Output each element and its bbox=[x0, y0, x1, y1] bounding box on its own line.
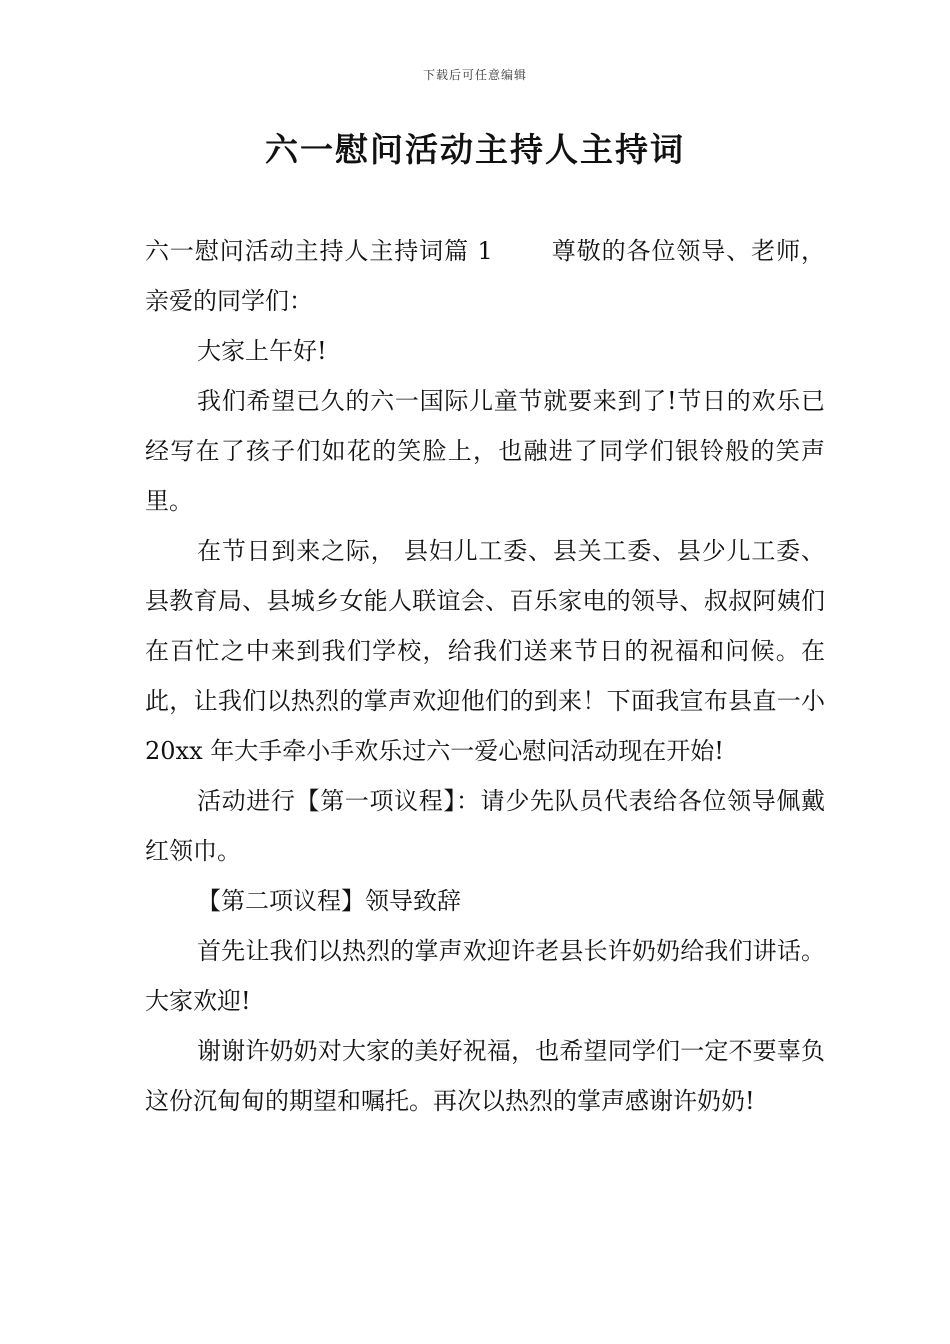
section-label: 六一慰问活动主持人主持词篇 1 bbox=[145, 237, 493, 265]
paragraph: 谢谢许奶奶对大家的美好祝福，也希望同学们一定不要辜负这份沉甸甸的期望和嘱托。再次以热烈的掌声感谢许奶奶! bbox=[145, 1037, 825, 1115]
paragraph: 大家上午好! bbox=[197, 337, 327, 365]
header-note: 下载后可任意编辑 bbox=[422, 68, 527, 82]
document-title: 六一慰问活动主持人主持词 bbox=[265, 130, 685, 169]
paragraph: 在节日到来之际， 县妇儿工委、县关工委、县少儿工委、县教育局、县城乡女能人联谊会、百乐家电的领导、叔叔阿姨们在百忙之中来到我们学校，给我们送来节日的祝福和问候。在此，让我们以热烈的掌声欢迎他们的到来！下面我宣布县直一小 20xx 年大手牵小手欢乐过六一爱心慰问活动现在开始! bbox=[145, 537, 825, 765]
greeting-text: 尊敬的各位领导、老师，亲爱的同学们： bbox=[145, 237, 826, 315]
paragraph: 活动进行【第一项议程】：请少先队员代表给各位领导佩戴红领巾。 bbox=[145, 787, 825, 865]
paragraph: 首先让我们以热烈的掌声欢迎许老县长许奶奶给我们讲话。大家欢迎! bbox=[145, 937, 825, 1015]
document-body bbox=[145, 226, 825, 1126]
paragraph-intro bbox=[145, 226, 825, 326]
paragraph: 我们希望已久的六一国际儿童节就要来到了!节日的欢乐已经写在了孩子们如花的笑脸上，也融进了同学们银铃般的笑声里。 bbox=[145, 387, 825, 515]
paragraph: 【第二项议程】领导致辞 bbox=[197, 887, 461, 915]
